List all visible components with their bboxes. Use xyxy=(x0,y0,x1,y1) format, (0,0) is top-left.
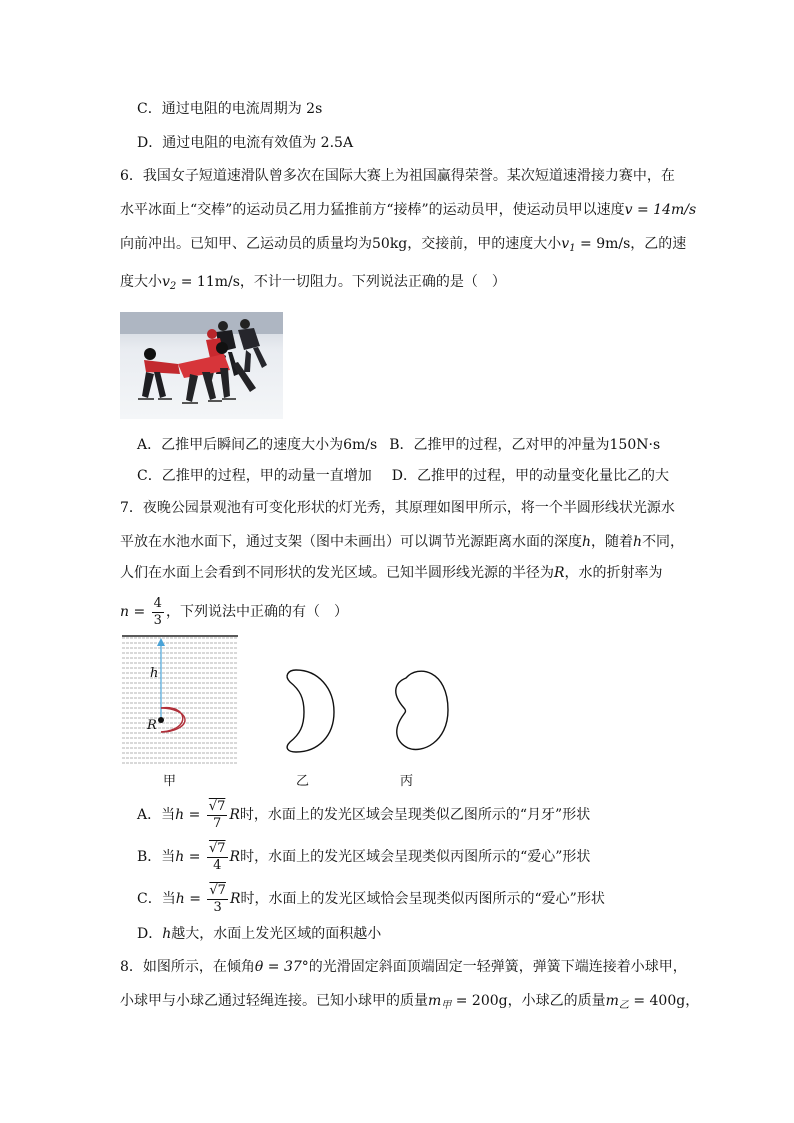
q6-stem-line4: 度大小$v_2 = 11m/s$，不计一切阻力。下列说法正确的是（ ） xyxy=(120,274,506,292)
q6-option-a: A．乙推甲后瞬间乙的速度大小为 xyxy=(137,437,344,453)
q6-speed-v: v = 14m/s xyxy=(624,202,697,218)
q6-option-c: C．乙推甲的过程，甲的动量一直增加 xyxy=(137,468,372,484)
q6-options-cd xyxy=(137,466,669,486)
q7-stem-line2: 平放在水池水面下，通过支架（图中未画出）可以调节光源距离水面的深度h，随着h不同， xyxy=(120,534,685,550)
q8-stem-line1: 8．如图所示，在倾角θ = 37°的光滑固定斜面顶端固定一轻弹簧，弹簧下端连接着小球甲， xyxy=(120,959,687,975)
q6-speed-v2: = 11m/s xyxy=(176,274,240,290)
q7-stem-line4: n = $\frac{4}{3}$ ，下列说法中正确的有（ ） xyxy=(120,595,348,628)
q6-mass: 50kg xyxy=(372,236,408,252)
figure-yi-caption: 乙 xyxy=(296,774,310,789)
q7-option-c: C．当h = $\frac{√7}{3}$ R时，水面上的发光区域恰会呈现类似丙图所示的“爱心”形状 xyxy=(137,882,605,915)
figure-jia-label-r: R xyxy=(147,718,157,733)
q7-option-a: A．当h = $\frac{√7}{7}$ R时，水面上的发光区域会呈现类似乙图所示的“月牙”形状 xyxy=(137,798,591,831)
q6-stem-line3: 向前冲出。已知甲、乙运动员的质量均为50kg，交接前，甲的速度大小$v_1 = 9m/s$，乙的速 xyxy=(120,236,687,254)
figure-jia-label-h: h xyxy=(150,666,159,681)
figure-bing-caption: 丙 xyxy=(400,774,414,789)
figure-bing-heart xyxy=(396,671,448,749)
q7-option-b: B．当h = $\frac{√7}{4}$ R时，水面上的发光区域会呈现类似丙图所示的“爱心”形状 xyxy=(137,840,591,873)
q8-stem-line2: 小球甲与小球乙通过轻绳连接。已知小球甲的质量$m_甲 = 200g$，小球乙的质量$m_乙 = 400g$， xyxy=(120,993,700,1011)
q7-stem-line1: 7．夜晚公园景观池有可变化形状的灯光秀，其原理如图甲所示，将一个半圆形线状光源水 xyxy=(120,500,675,516)
q6-speed-v1: = 9m/s xyxy=(575,236,631,252)
figure-jia-caption: 甲 xyxy=(163,774,177,789)
q8-theta: θ = 37° xyxy=(254,959,309,975)
q7-option-d: D．h越大，水面上发光区域的面积越小 xyxy=(137,926,382,942)
speed-skating-photo xyxy=(120,312,283,419)
q5-option-c: C．通过电阻的电流周期为 2s xyxy=(137,101,323,117)
q6-options-ab: A．乙推甲后瞬间乙的速度大小为6m/s B．乙推甲的过程，乙对甲的冲量为150N·s xyxy=(137,437,661,453)
figure-yi-crescent xyxy=(287,670,334,752)
q7-stem-line3: 人们在水面上会看到不同形状的发光区域。已知半圆形线光源的半径为R，水的折射率为 xyxy=(120,565,663,581)
q6-stem-line2: 水平冰面上“交棒”的运动员乙用力猛推前方“接棒”的运动员甲，使运动员甲以速度v = 14m/s xyxy=(120,202,697,218)
figure-jia-pool xyxy=(122,636,238,766)
q7-figures xyxy=(118,630,478,770)
q5-option-d: D．通过电阻的电流有效值为 2.5A xyxy=(137,135,354,151)
q6-option-b: B．乙推甲的过程，乙对甲的冲量为 xyxy=(389,437,610,453)
q6-stem-line1: 6．我国女子短道速滑队曾多次在国际大赛上为祖国赢得荣誉。某次短道速滑接力赛中，在 xyxy=(120,168,675,184)
q6-option-d: D．乙推甲的过程，甲的动量变化量比乙的大 xyxy=(391,468,669,484)
